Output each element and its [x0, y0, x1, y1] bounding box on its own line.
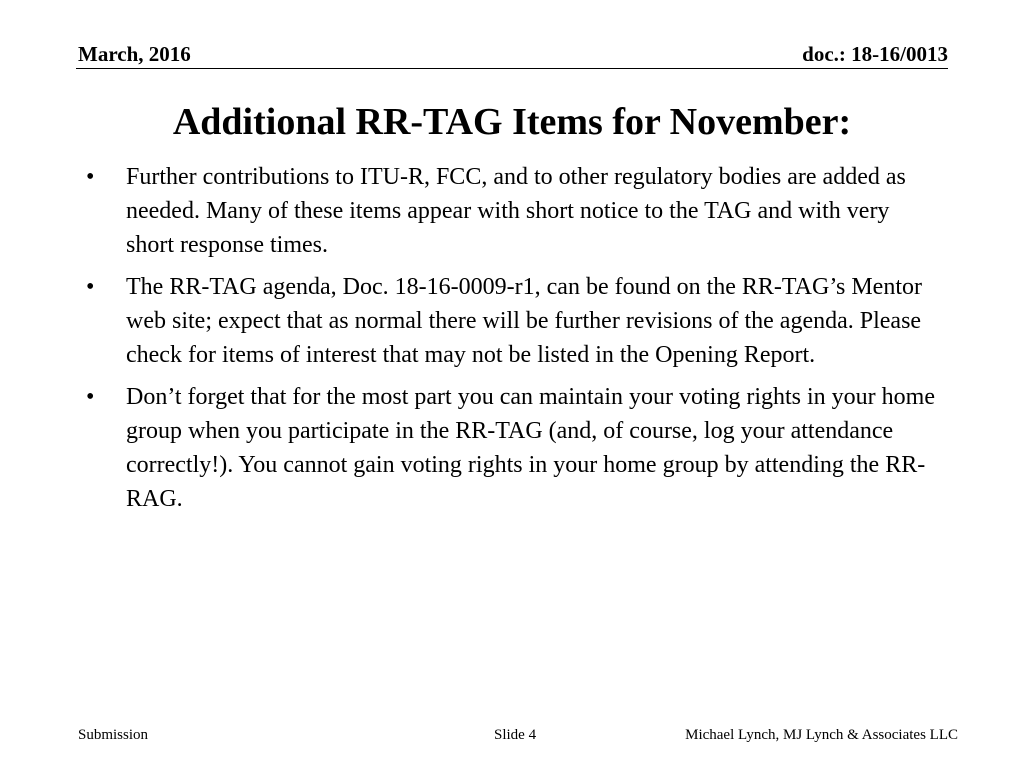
footer-submission: Submission	[78, 727, 149, 743]
bullet-item	[86, 270, 936, 372]
header-divider	[76, 68, 948, 69]
bullet-icon: •	[86, 274, 95, 300]
bullet-icon: •	[86, 164, 95, 190]
bullet-item	[86, 380, 936, 516]
bullet-text: Further contributions to ITU-R, FCC, and to other regulatory bodies are added as needed. Many of these items appear with short notice to the TAG and with very short response times.	[126, 164, 906, 258]
header-date: March, 2016	[78, 42, 191, 66]
footer-author: Michael Lynch, MJ Lynch & Associates LLC	[685, 727, 958, 743]
footer-slide-number: Slide 4	[494, 727, 537, 743]
bullet-icon: •	[86, 384, 95, 410]
header-doc-number: doc.: 18-16/0013	[802, 42, 948, 66]
bullet-text: Don’t forget that for the most part you can maintain your voting rights in your home group when you participate in the RR-TAG (and, of course, log your attendance correctly!). You cannot gain voting rights in your home group by attending the RR-RAG.	[126, 384, 935, 512]
bullet-text: The RR-TAG agenda, Doc. 18-16-0009-r1, can be found on the RR-TAG’s Mentor web site; expect that as normal there will be further revisions of the agenda. Please check for items of interest that may not be listed in the Opening Report.	[126, 274, 922, 368]
bullet-list	[86, 160, 936, 524]
slide-title: Additional RR-TAG Items for November:	[172, 101, 852, 143]
bullet-item	[86, 160, 936, 262]
